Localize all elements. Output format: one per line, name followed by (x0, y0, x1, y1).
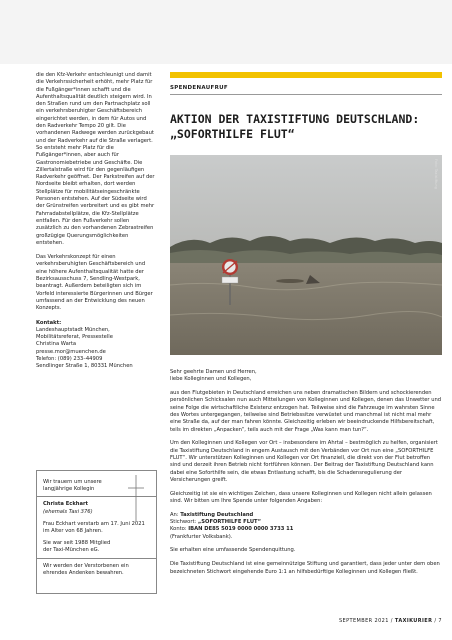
bank-label: Stichwort: (170, 519, 198, 526)
issue-date: SEPTEMBER 2021 / (338, 618, 393, 624)
headline-line: „SOFORTHILFE FLUT“ (170, 127, 295, 141)
contact-line: Sendlinger Straße 1, 80331 München (36, 363, 133, 370)
obituary-closing: Wir werden der Verstorbenen ein (43, 562, 129, 569)
divider (170, 94, 442, 95)
paragraph: aus den Flutgebieten in Deutschland erreichen uns neben dramatischen Bildern und schockierenden persönlichen Schicksalen nun auch Mitteilungen von Kolleginnen und Kollegen, denen das Unwetter und seine Folge die wirtschaftliche Existenz entzogen hat. Teilweise sind die Fahrzeuge im wahrsten Sinne des Wortes untergegangen, teilweise sind Betriebssitze verwüstet und manchmal ist nicht mal mehr eine Straße da, auf der man fahren könnte. Gleichzeitig erleben wir beeindruckende Hilfsbereitschaft, teils im direkten „Anpacken“, teils auch mit der Frage „Was kann man tun?“. (170, 390, 442, 433)
paragraph: Die Taxistiftung Deutschland ist eine gemeinnützige Stiftung und garantiert, dass jeder unter dem oben bezeichneten Stichwort eingehende Euro 1:1 an hilfsbedürftige Kolleginnen und Kollegen fließt. (170, 561, 440, 575)
paragraph: Das Verkehrskonzept für einen verkehrsberuhigten Geschäftsbereich und eine höhere Aufenthaltsqualität hatte der Bezirksausschuss 7, Sendling-Westpark, beantragt. Außerdem beteiligten sich im Vorfeld interessierte Bürgerinnen und Bürger umfassend an der Entwicklung des neuen Konzepts. (36, 254, 153, 312)
contact-phone: Telefon: (089) 233–44909 (36, 355, 103, 362)
obituary-text: im Alter von 68 Jahren. (43, 528, 103, 535)
article-headline (170, 112, 442, 142)
article-kicker: SPENDENAUFRUF (170, 85, 228, 91)
bank-name: (Frankfurter Volksbank). (170, 533, 233, 540)
contact-line: Christina Warta (36, 341, 77, 348)
obituary-name: Christa Eckhart (43, 501, 89, 508)
bank-details (170, 512, 442, 541)
paragraph: Sie erhalten eine umfassende Spendenquittung. (170, 547, 296, 554)
left-column (36, 72, 156, 371)
obituary-intro: langjährige Kollegin (43, 486, 95, 493)
obituary-box (36, 470, 157, 594)
bank-reference: „SOFORTHILFE FLUT“ (197, 519, 261, 526)
paragraph: Gleichzeitig ist sie ein wichtiges Zeichen, dass unsere Kolleginnen und Kollegen nicht allein gelassen sind. Wir bitten um Ihre Spende unter folgenden Angaben: (170, 490, 432, 504)
obituary-text: Frau Eckhart verstarb am 17. Juni 2021 (43, 520, 145, 527)
page-footer (339, 618, 442, 624)
obituary-alias: (ehemals Taxi 376) (43, 508, 93, 515)
contact-email[interactable]: presse.mor@muenchen.de (36, 348, 106, 355)
bank-label: An: (170, 511, 181, 518)
divider (37, 558, 156, 559)
obituary-intro: Wir trauern um unsere (43, 479, 102, 485)
obituary-closing: ehrendes Andenken bewahren. (43, 569, 124, 576)
bank-iban: IBAN DE85 5019 0000 0000 3733 11 (188, 526, 294, 533)
paragraph: die den Kfz-Verkehr entschleunigt und damit die Verkehrssicherheit erhöht, mehr Platz für die Fußgänger*innen schafft und die Aufenthaltsqualität deutlich steigern wird. In den Straßen rund um den Partnachplatz soll ein verkehrsberuhigter Geschäftsbereich eingerichtet werden, in dem für Autos und den Radverkehr Tempo 20 gilt. Die vorhandenen Radwege werden zurückgebaut und der Radverkehr auf die Straße verlagert. So entsteht mehr Platz für die Fußgänger*innen, aber auch für Gastronomiebetriebe und Geschäfte. Die Zillertalstraße wird für den gegenläufigen Radverkehr geöffnet. Der Parkstreifen auf der Nordseite bleibt erhalten, dort werden Stellplätze für mobilitätseingeschränkte Personen entstehen. Auf der Südseite wird der Grünstreifen verbreitert und es gibt mehr Fahrradabstellplätze, die Kfz-Stellplätze entfallen. Für den Fußverkehr sollen zusätzlich zu den vorhandenen Zebrastreifen großzügige Querungsmöglichkeiten entstehen. (36, 72, 155, 246)
contact-line: Landeshauptstadt München, (36, 326, 110, 333)
page-number: / 7 (434, 618, 442, 624)
top-band (0, 0, 452, 64)
photo-credit: Foto: Taxistiftung (434, 159, 438, 189)
accent-bar (170, 72, 442, 78)
paragraph: Um den Kolleginnen und Kollegen vor Ort – insbesondere im Ahrtal – bestmöglich zu helfen, organisiert die Taxistiftung Deutschland in engem Austausch mit den Verbänden vor Ort nun eine „SOFORTHILFE FLUT“. Wir unterstützen Kolleginnen und Kollegen vor Ort finanziell, die direkt von der Flut betroffen sind und derzeit ihren Betrieb nicht fortführen können. Der Beitrag der Taxistiftung Deutschland kann dabei eine Soforthilfe sein, die etwas Entlastung schafft, bis die Schadensregulierung der Versicherungen greift. (170, 440, 438, 483)
headline-line: AKTION DER TAXISTIFTUNG DEUTSCHLAND: (170, 112, 420, 126)
cross-icon (128, 475, 144, 521)
contact-heading: Kontakt: (36, 319, 62, 326)
salutation-line: Sehr geehrte Damen und Herren, (170, 369, 257, 375)
salutation-line: liebe Kolleginnen und Kollegen, (170, 376, 252, 383)
bank-recipient: Taxistiftung Deutschland (180, 511, 254, 518)
contact-line: Mobilitätsreferat, Pressestelle (36, 334, 113, 341)
article-body (170, 369, 442, 582)
obituary-text: Sie war seit 1988 Mitglied (43, 540, 111, 547)
flood-photo (170, 155, 442, 355)
salutation (170, 369, 442, 384)
obituary-text: der Taxi-München eG. (43, 547, 100, 554)
flood-image (170, 155, 442, 355)
magazine-name: TAXIKURIER (394, 618, 433, 624)
bank-label: Konto: (170, 526, 189, 533)
